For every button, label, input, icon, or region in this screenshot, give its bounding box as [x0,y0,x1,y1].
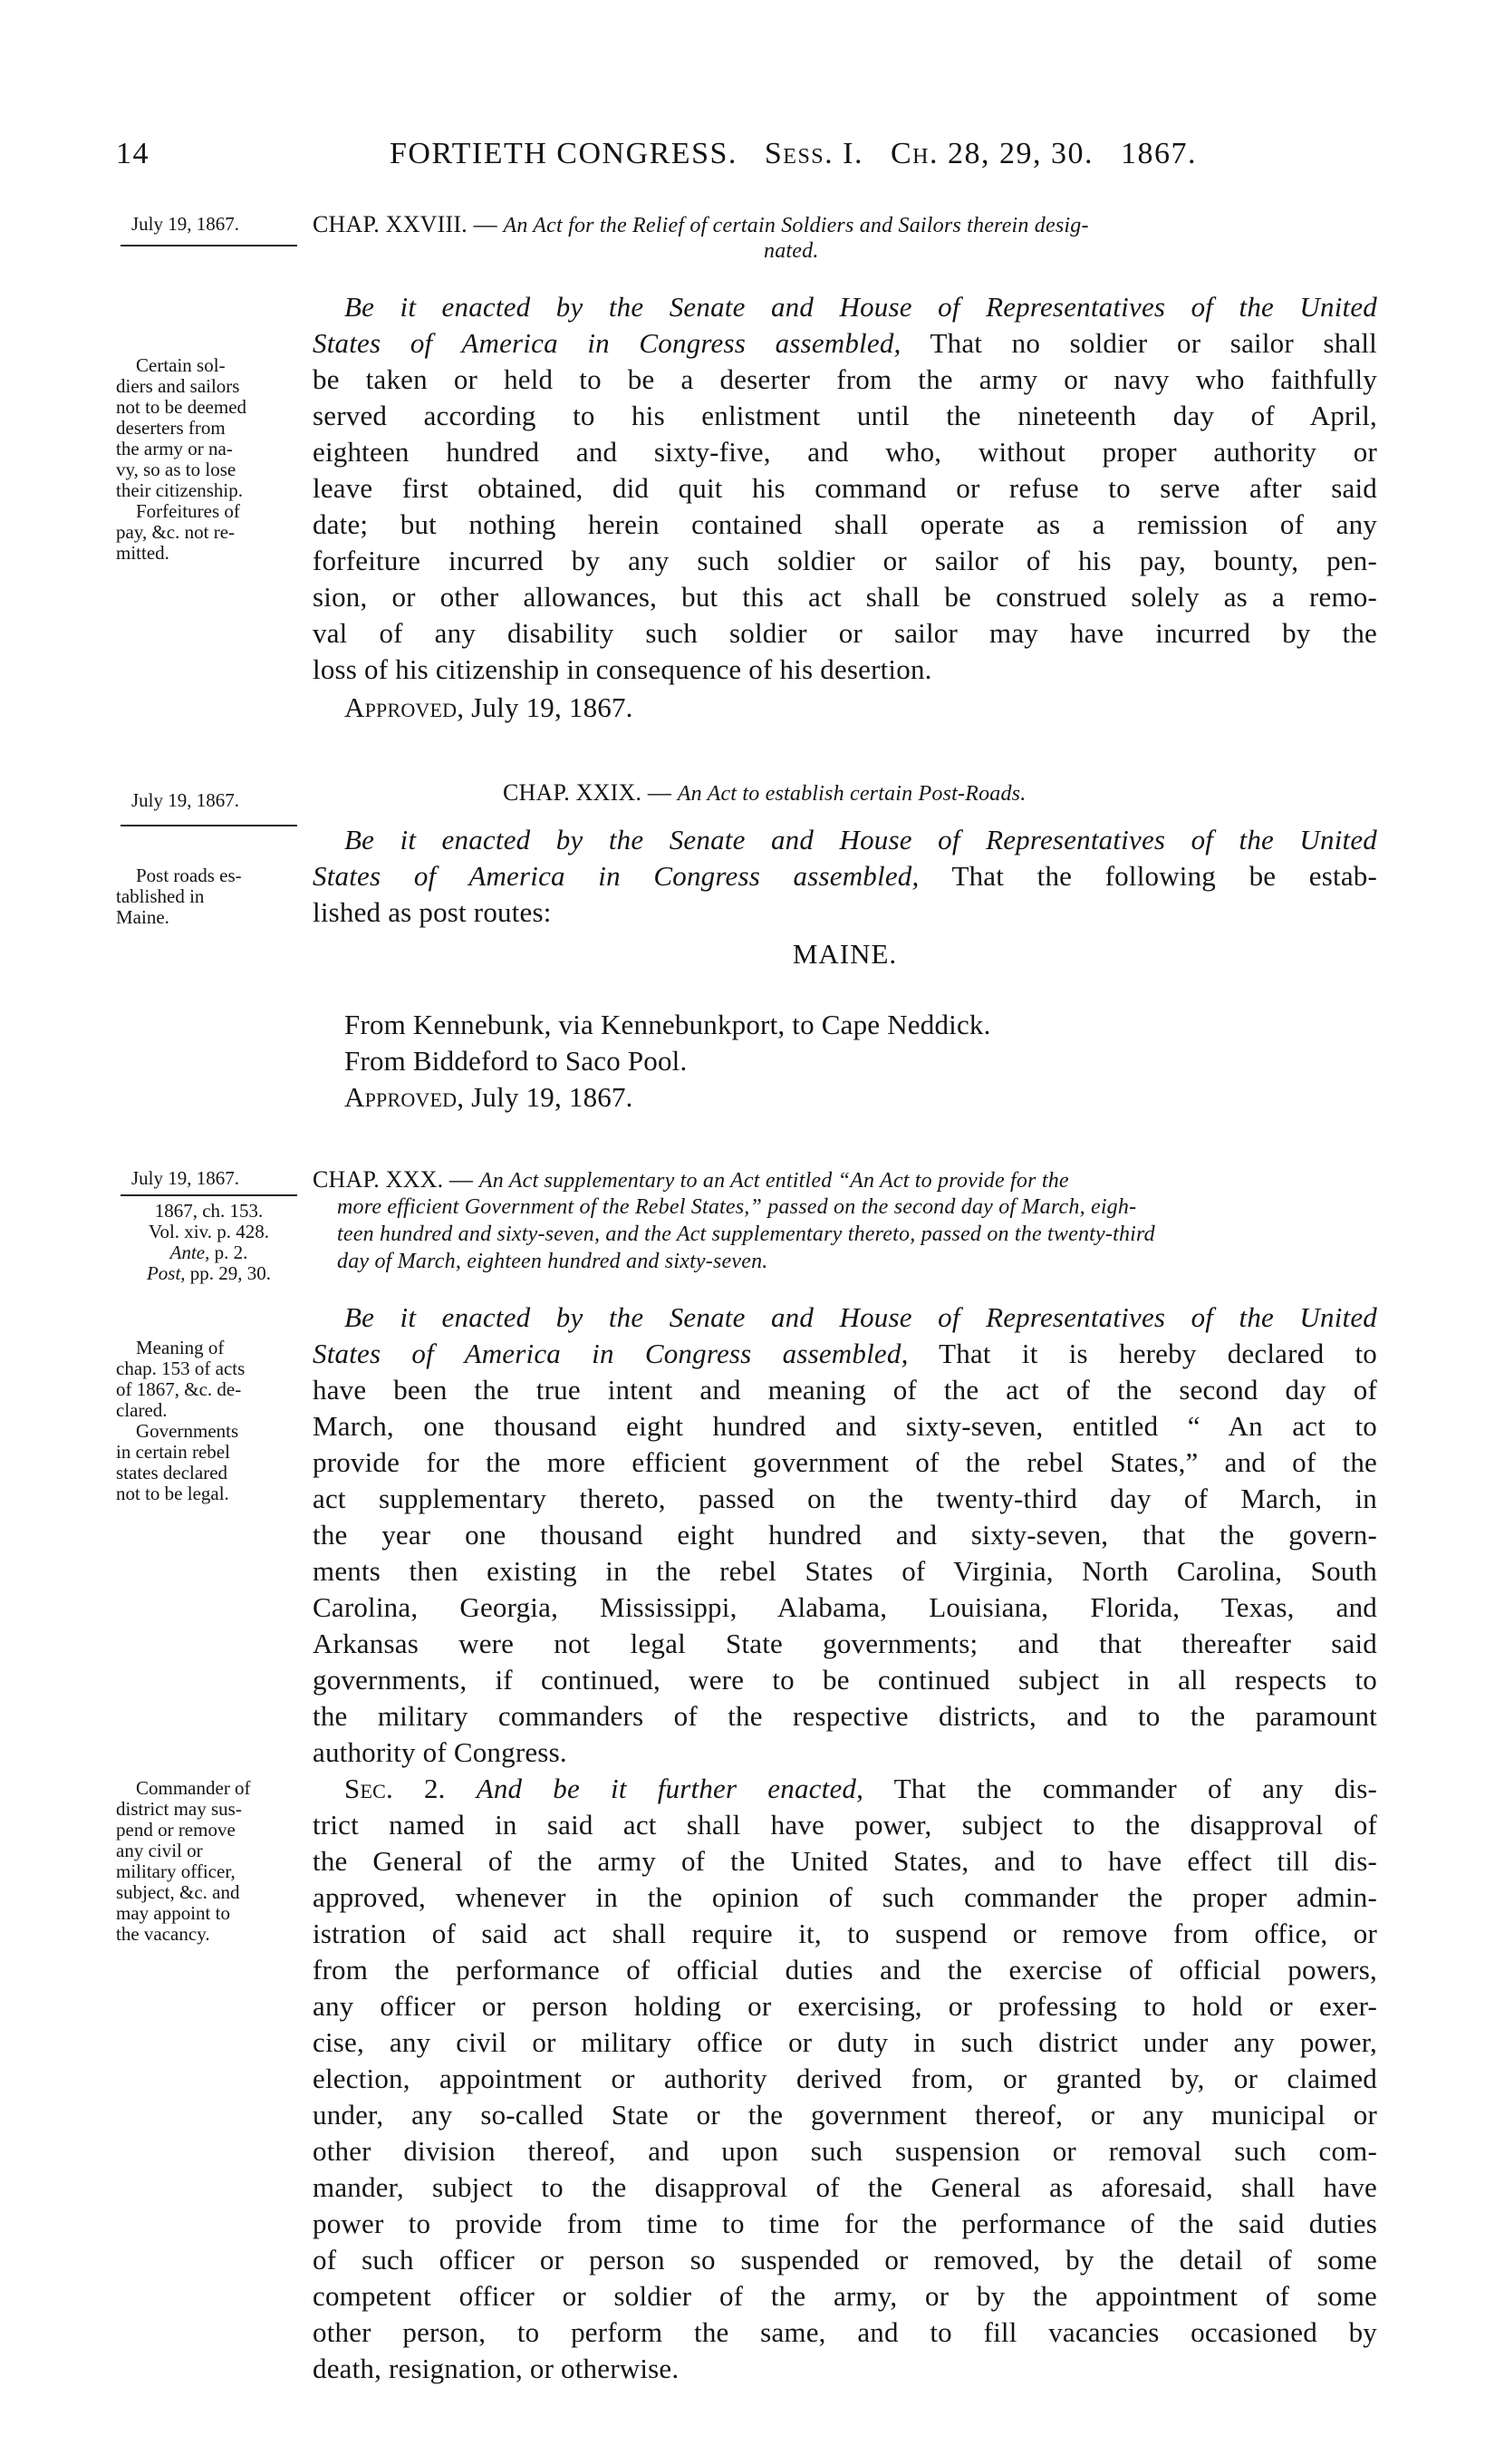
chapter-title [313,1166,1069,1194]
margin-note-line: states declared [116,1462,228,1483]
enacting-clause: Be it enacted by the Senate and House of Representatives of the United [344,1301,1377,1333]
chapter-date: July 19, 1867. [131,789,240,811]
body-line: election, appointment or authority derived from, or granted by, or claimed [313,2063,1377,2094]
body-line: under, any so-called State or the government thereof, or any municipal or [313,2099,1377,2131]
enacting-clause-continued [313,1338,1377,1370]
enacting-clause-italic: States of America in Congress assembled, [313,327,901,359]
body-line: act supplementary thereto, passed on the twenty-third day of March, in [313,1483,1377,1514]
margin-note-line: deserters from [116,417,226,439]
chapter-label: CHAP. XXX. — [313,1166,474,1193]
post-route: From Biddeford to Saco Pool. [344,1045,688,1077]
margin-note-line: any civil or [116,1840,203,1861]
chapter-date: July 19, 1867. [131,213,240,235]
post-route: From Kennebunk, via Kennebunkport, to Cape Neddick. [344,1009,991,1040]
approval-line [344,691,633,724]
margin-note [116,1778,302,1945]
enacting-clause: Be it enacted by the Senate and House of Representatives of the United [344,824,1377,855]
enacting-clause-continued [313,327,1377,360]
cross-reference: 1867, ch. 153. [154,1200,264,1222]
chapter-date: July 19, 1867. [131,1167,240,1189]
chapter-title [313,211,1089,239]
body-line: competent officer or soldier of the army, or by the appointment of some [313,2280,1377,2312]
enacting-clause: Be it enacted by the Senate and House of Representatives of the United [344,291,1377,323]
body-line: authority of Congress. [313,1736,567,1768]
body-line: approved, whenever in the opinion of such commander the proper admin- [313,1881,1377,1913]
chapter-title-text: An Act to establish certain Post-Roads. [677,782,1027,806]
body-line: be taken or held to be a deserter from the army or navy who faithfully [313,363,1377,395]
margin-note-line: in certain rebel [116,1441,230,1463]
ref-text: p. 2. [209,1242,248,1263]
margin-note-line: chap. 153 of acts [116,1358,246,1379]
margin-note [116,1338,302,1504]
margin-note-line: of 1867, &c. de- [116,1378,242,1400]
margin-note-line: Forfeitures of [136,500,240,522]
margin-note-line: not to be deemed [116,396,247,418]
body-text: That the following be estab- [951,860,1378,892]
margin-note [116,865,302,928]
margin-note-line: tablished in [116,885,205,907]
chapter-title-text: An Act supplementary to an Act entitled “An Act to provide for the [478,1169,1069,1193]
body-line: date; but nothing herein contained shall operate as a remission of any [313,508,1377,540]
cross-reference-post [116,1263,302,1284]
chapter-title-text: An Act for the Relief of certain Soldiers and Sailors therein desig- [503,214,1089,237]
margin-note-line: Commander of [136,1777,251,1799]
margin-note-line: district may sus- [116,1798,242,1820]
ref-italic: Ante, [169,1242,210,1263]
body-line: have been the true intent and meaning of the act of the second day of [313,1374,1377,1406]
approved-date: July 19, 1867. [471,691,633,723]
body-line: the General of the army of the United States, and to have effect till dis- [313,1845,1377,1877]
state-heading: MAINE. [792,938,898,970]
margin-note-line: vy, so as to lose [116,459,236,480]
margin-note-line: diers and sailors [116,375,240,397]
margin-note-line: Certain sol- [136,354,226,376]
approved-date: July 19, 1867. [471,1081,633,1113]
body-text: That the commander of any dis- [893,1773,1378,1804]
body-line: eighteen hundred and sixty-five, and who, without proper authority or [313,436,1377,468]
cross-reference-ante [116,1242,302,1263]
margin-note-line: Post roads es- [136,865,242,886]
section-italic: And be it further enacted, [476,1773,864,1804]
cross-references [116,1201,302,1284]
chapter-title-continuation: more efficient Government of the Rebel States,” passed on the second day of March, eigh- [337,1195,1137,1219]
margin-note-line: subject, &c. and [116,1881,240,1903]
margin-note-line: clared. [116,1399,168,1421]
margin-note-line: pay, &c. not re- [116,521,236,543]
margin-note-line: their citizenship. [116,479,243,501]
enacting-clause-continued [313,860,1377,893]
margin-note [116,355,302,564]
running-header [390,136,1197,172]
page-number: 14 [116,137,149,170]
chapter-title-continuation: day of March, eighteen hundred and sixty-seven. [337,1250,768,1273]
body-line: sion, or other allowances, but this act shall be construed solely as a remo- [313,581,1377,613]
header-congress: FORTIETH CONGRESS. [390,137,738,170]
body-line: governments, if continued, were to be continued subject in all respects to [313,1664,1377,1696]
approved-label: Approved, [344,691,465,723]
body-line: loss of his citizenship in consequence of his desertion. [313,653,932,685]
margin-note-line: mitted. [116,542,169,564]
margin-note-line: may appoint to [116,1902,230,1924]
margin-note-line: the vacancy. [116,1923,210,1945]
body-line: cise, any civil or military office or duty in such district under any power, [313,2026,1377,2058]
date-rule [121,825,297,826]
margin-note-line: the army or na- [116,438,233,459]
body-line: of such officer or person so suspended or removed, by the detail of some [313,2244,1377,2276]
body-line: provide for the more efficient government of the rebel States,” and of the [313,1446,1377,1478]
margin-note-line: not to be legal. [116,1483,229,1504]
section-label: Sec. 2. [344,1773,446,1804]
approved-label: Approved, [344,1081,465,1113]
body-line: leave first obtained, did quit his command or refuse to serve after said [313,472,1377,504]
margin-note-line: Governments [136,1420,239,1442]
body-line: val of any disability such soldier or sailor may have incurred by the [313,617,1377,649]
body-line: power to provide from time to time for the performance of the said duties [313,2208,1377,2239]
body-line: the year one thousand eight hundred and sixty-seven, that the govern- [313,1519,1377,1551]
margin-note-line: military officer, [116,1860,236,1882]
margin-note-line: Maine. [116,906,169,928]
ref-text: pp. 29, 30. [185,1262,272,1284]
chapter-label: CHAP. XXIX. — [503,779,672,806]
section-2-opening [344,1773,1377,1805]
body-line: forfeiture incurred by any such soldier or sailor of his pay, bounty, pen- [313,545,1377,576]
body-line: any officer or person holding or exercising, or professing to hold or exer- [313,1990,1377,2022]
ref-italic: Post, [146,1262,186,1284]
header-session: Sess. I. [764,137,863,170]
header-year: 1867. [1121,137,1197,170]
margin-note-line: Meaning of [136,1337,225,1358]
body-line: lished as post routes: [313,896,552,928]
body-line: served according to his enlistment until the nineteenth day of April, [313,400,1377,431]
header-chapters: Ch. 28, 29, 30. [890,137,1094,170]
enacting-clause-italic: States of America in Congress assembled, [313,1338,909,1369]
chapter-label: CHAP. XXVIII. — [313,211,497,237]
body-line: the military commanders of the respective districts, and to the paramount [313,1700,1377,1732]
body-line: ments then existing in the rebel States of Virginia, North Carolina, South [313,1555,1377,1587]
chapter-title [503,779,1026,807]
body-text: That no soldier or sailor shall [930,327,1377,359]
chapter-title-continuation: nated. [764,239,819,263]
body-line: trict named in said act shall have power, subject to the disapproval of [313,1809,1377,1841]
date-rule [121,1194,297,1196]
body-text: That it is hereby declared to [939,1338,1377,1369]
body-line: istration of said act shall require it, to suspend or remove from office, or [313,1918,1377,1949]
body-line: Arkansas were not legal State governments; and that thereafter said [313,1628,1377,1659]
chapter-title-continuation: teen hundred and sixty-seven, and the Act supplementary thereto, passed on the twenty-third [337,1222,1155,1246]
approval-line [344,1081,633,1114]
body-line: death, resignation, or otherwise. [313,2353,680,2384]
body-line: other person, to perform the same, and to fill vacancies occasioned by [313,2316,1377,2348]
body-line: March, one thousand eight hundred and sixty-seven, entitled “ An act to [313,1410,1377,1442]
body-line: from the performance of official duties and the exercise of official powers, [313,1954,1377,1986]
enacting-clause-italic: States of America in Congress assembled, [313,860,920,892]
date-rule [121,245,297,246]
body-line: other division thereof, and upon such suspension or removal such com- [313,2135,1377,2167]
body-line: mander, subject to the disapproval of the General as aforesaid, shall have [313,2171,1377,2203]
body-line: Carolina, Georgia, Mississippi, Alabama, Louisiana, Florida, Texas, and [313,1591,1377,1623]
margin-note-line: pend or remove [116,1819,236,1841]
cross-reference: Vol. xiv. p. 428. [148,1221,269,1242]
